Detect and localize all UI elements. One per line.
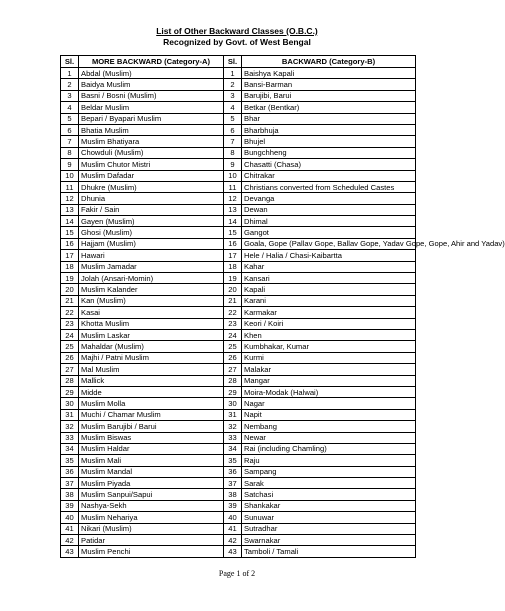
category-b-name: Hele / Halia / Chasi-Kaibartta: [242, 250, 416, 261]
category-a-name: Beldar Muslim: [79, 102, 224, 113]
category-b-name: Napit: [242, 409, 416, 420]
category-a-name: Muslim Jamadar: [79, 261, 224, 272]
row-number-a: 27: [61, 364, 79, 375]
row-number-a: 37: [61, 478, 79, 489]
category-a-name: Ghosi (Muslim): [79, 227, 224, 238]
row-number-b: 21: [224, 295, 242, 306]
table-row: [61, 455, 416, 466]
table-row: [61, 193, 416, 204]
row-number-b: 28: [224, 375, 242, 386]
category-a-name: Mahaldar (Muslim): [79, 341, 224, 352]
row-number-a: 39: [61, 500, 79, 511]
table-row: [61, 79, 416, 90]
category-a-name: Muslim Mali: [79, 455, 224, 466]
row-number-a: 24: [61, 329, 79, 340]
row-number-a: 6: [61, 124, 79, 135]
header-sl-b: Sl.: [224, 56, 242, 68]
table-row: [61, 216, 416, 227]
table-row: [61, 181, 416, 192]
category-b-name: Sunuwar: [242, 512, 416, 523]
row-number-a: 36: [61, 466, 79, 477]
category-b-name: Dhimal: [242, 216, 416, 227]
table-row: [61, 284, 416, 295]
row-number-b: 8: [224, 147, 242, 158]
category-b-name: Swarnakar: [242, 535, 416, 546]
row-number-b: 38: [224, 489, 242, 500]
category-b-name: Bansi-Barman: [242, 79, 416, 90]
category-a-name: Jolah (Ansari-Momin): [79, 273, 224, 284]
category-a-name: Hawari: [79, 250, 224, 261]
row-number-b: 5: [224, 113, 242, 124]
table-row: [61, 432, 416, 443]
row-number-b: 20: [224, 284, 242, 295]
category-a-name: Kasai: [79, 307, 224, 318]
row-number-b: 36: [224, 466, 242, 477]
row-number-a: 35: [61, 455, 79, 466]
category-a-name: Hajjam (Muslim): [79, 238, 224, 249]
category-b-name: Newar: [242, 432, 416, 443]
row-number-b: 43: [224, 546, 242, 557]
category-a-name: Gayen (Muslim): [79, 216, 224, 227]
row-number-a: 10: [61, 170, 79, 181]
row-number-a: 32: [61, 421, 79, 432]
category-b-name: Sutradhar: [242, 523, 416, 534]
category-b-name: Kahar: [242, 261, 416, 272]
category-a-name: Muchi / Chamar Muslim: [79, 409, 224, 420]
row-number-b: 37: [224, 478, 242, 489]
category-b-name: Raju: [242, 455, 416, 466]
table-row: [61, 364, 416, 375]
row-number-b: 14: [224, 216, 242, 227]
row-number-b: 6: [224, 124, 242, 135]
category-a-name: Chowduli (Muslim): [79, 147, 224, 158]
table-row: [61, 500, 416, 511]
category-a-name: Muslim Penchi: [79, 546, 224, 557]
category-a-name: Muslim Chutor Mistri: [79, 159, 224, 170]
row-number-a: 34: [61, 443, 79, 454]
category-b-name: Kumbhakar, Kumar: [242, 341, 416, 352]
category-a-name: Abdal (Muslim): [79, 68, 224, 79]
category-b-name: Devanga: [242, 193, 416, 204]
category-a-name: Muslim Piyada: [79, 478, 224, 489]
row-number-b: 30: [224, 398, 242, 409]
category-b-name: Baishya Kapali: [242, 68, 416, 79]
category-a-name: Muslim Molla: [79, 398, 224, 409]
category-a-name: Nikari (Muslim): [79, 523, 224, 534]
row-number-a: 7: [61, 136, 79, 147]
category-a-name: Bepari / Byapari Muslim: [79, 113, 224, 124]
table-row: [61, 478, 416, 489]
table-row: [61, 227, 416, 238]
category-a-name: Muslim Mandal: [79, 466, 224, 477]
row-number-b: 42: [224, 535, 242, 546]
row-number-b: 23: [224, 318, 242, 329]
category-a-name: Basni / Bosni (Muslim): [79, 90, 224, 101]
row-number-b: 15: [224, 227, 242, 238]
row-number-a: 17: [61, 250, 79, 261]
row-number-b: 9: [224, 159, 242, 170]
table-body: [61, 68, 505, 558]
category-a-name: Muslim Biswas: [79, 432, 224, 443]
table-row: [61, 318, 416, 329]
row-number-a: 2: [61, 79, 79, 90]
category-b-name: Chitrakar: [242, 170, 416, 181]
row-number-a: 21: [61, 295, 79, 306]
row-number-a: 22: [61, 307, 79, 318]
category-b-name: Karmakar: [242, 307, 416, 318]
category-a-name: Fakir / Sain: [79, 204, 224, 215]
row-number-b: 33: [224, 432, 242, 443]
row-number-a: 28: [61, 375, 79, 386]
row-number-b: 16: [224, 238, 242, 249]
table-row: [61, 523, 416, 534]
row-number-b: 34: [224, 443, 242, 454]
category-b-name: Bungchheng: [242, 147, 416, 158]
row-number-b: 29: [224, 386, 242, 397]
category-b-name: Goala, Gope (Pallav Gope, Ballav Gope, Yadav Gope, Gope, Ahir and Yadav): [242, 238, 416, 249]
category-b-name: Nagar: [242, 398, 416, 409]
row-number-a: 40: [61, 512, 79, 523]
row-number-b: 35: [224, 455, 242, 466]
row-number-a: 4: [61, 102, 79, 113]
category-a-name: Mallick: [79, 375, 224, 386]
row-number-b: 2: [224, 79, 242, 90]
table-row: [61, 443, 416, 454]
table-row: [61, 341, 416, 352]
row-number-b: 11: [224, 181, 242, 192]
row-number-b: 4: [224, 102, 242, 113]
table-row: [61, 113, 416, 124]
row-number-a: 11: [61, 181, 79, 192]
category-b-name: Betkar (Bentkar): [242, 102, 416, 113]
table-row: [61, 102, 416, 113]
category-a-name: Muslim Kalander: [79, 284, 224, 295]
table-row: [61, 352, 416, 363]
table-row: [61, 261, 416, 272]
category-b-name: Rai (including Chamling): [242, 443, 416, 454]
row-number-a: 25: [61, 341, 79, 352]
category-b-name: Tamboli / Tamali: [242, 546, 416, 557]
category-b-name: Shankakar: [242, 500, 416, 511]
table-row: [61, 136, 416, 147]
category-b-name: Malakar: [242, 364, 416, 375]
category-b-name: Bhujel: [242, 136, 416, 147]
document-subtitle: Recognized by Govt. of West Bengal: [163, 37, 311, 47]
row-number-b: 12: [224, 193, 242, 204]
category-a-name: Muslim Dafadar: [79, 170, 224, 181]
row-number-a: 30: [61, 398, 79, 409]
row-number-b: 18: [224, 261, 242, 272]
category-a-name: Dhukre (Muslim): [79, 181, 224, 192]
header-sl-a: Sl.: [61, 56, 79, 68]
row-number-a: 5: [61, 113, 79, 124]
category-b-name: Gangot: [242, 227, 416, 238]
category-a-name: Dhunia: [79, 193, 224, 204]
category-a-name: Nashya-Sekh: [79, 500, 224, 511]
row-number-a: 14: [61, 216, 79, 227]
category-b-name: Bhar: [242, 113, 416, 124]
table-row: [61, 147, 416, 158]
category-b-name: Sarak: [242, 478, 416, 489]
row-number-b: 27: [224, 364, 242, 375]
category-b-name: Kurmi: [242, 352, 416, 363]
row-number-a: 38: [61, 489, 79, 500]
table-row: [61, 535, 416, 546]
category-a-name: Muslim Haldar: [79, 443, 224, 454]
category-b-name: Mangar: [242, 375, 416, 386]
table-row: [61, 159, 416, 170]
row-number-b: 24: [224, 329, 242, 340]
category-a-name: Muslim Bhatiyara: [79, 136, 224, 147]
category-a-name: Muslim Barujibi / Barui: [79, 421, 224, 432]
header-category-b: BACKWARD (Category-B): [242, 56, 416, 68]
row-number-b: 40: [224, 512, 242, 523]
row-number-a: 41: [61, 523, 79, 534]
table-row: [61, 250, 416, 261]
row-number-a: 33: [61, 432, 79, 443]
category-b-name: Sampang: [242, 466, 416, 477]
category-a-name: Kan (Muslim): [79, 295, 224, 306]
row-number-a: 15: [61, 227, 79, 238]
table-row: [61, 90, 416, 101]
table-row: [61, 489, 416, 500]
page-footer: Page 1 of 2: [218, 569, 256, 578]
category-b-name: Karani: [242, 295, 416, 306]
category-b-name: Chasatti (Chasa): [242, 159, 416, 170]
table-row: [61, 307, 416, 318]
category-b-name: Bharbhuja: [242, 124, 416, 135]
category-a-name: Muslim Sanpui/Sapui: [79, 489, 224, 500]
category-b-name: Christians converted from Scheduled Castes: [242, 181, 416, 192]
category-a-name: Khotta Muslim: [79, 318, 224, 329]
row-number-a: 31: [61, 409, 79, 420]
row-number-b: 17: [224, 250, 242, 261]
category-a-name: Muslim Laskar: [79, 329, 224, 340]
table-row: [61, 421, 416, 432]
table-header-row: [61, 56, 416, 68]
table-row: [61, 124, 416, 135]
table-row: [61, 204, 416, 215]
category-b-name: Kansari: [242, 273, 416, 284]
category-a-name: Bhatia Muslim: [79, 124, 224, 135]
row-number-b: 10: [224, 170, 242, 181]
category-a-name: Patidar: [79, 535, 224, 546]
table-row: [61, 398, 416, 409]
table-row: [61, 329, 416, 340]
table-row: [61, 466, 416, 477]
obc-table: [60, 55, 505, 558]
row-number-a: 18: [61, 261, 79, 272]
table-row: [61, 68, 416, 79]
row-number-b: 26: [224, 352, 242, 363]
row-number-a: 19: [61, 273, 79, 284]
table-row: [61, 273, 416, 284]
row-number-a: 9: [61, 159, 79, 170]
category-a-name: Midde: [79, 386, 224, 397]
table-row: [61, 375, 416, 386]
row-number-b: 25: [224, 341, 242, 352]
category-a-name: Mal Muslim: [79, 364, 224, 375]
row-number-a: 16: [61, 238, 79, 249]
row-number-b: 22: [224, 307, 242, 318]
header-category-a: MORE BACKWARD (Category-A): [79, 56, 224, 68]
category-b-name: Nembang: [242, 421, 416, 432]
table-row: [61, 170, 416, 181]
table-row: [61, 409, 416, 420]
category-b-name: Dewan: [242, 204, 416, 215]
table-row: [61, 546, 416, 557]
row-number-b: 32: [224, 421, 242, 432]
table-row: [61, 295, 416, 306]
row-number-b: 41: [224, 523, 242, 534]
row-number-b: 7: [224, 136, 242, 147]
row-number-a: 12: [61, 193, 79, 204]
row-number-b: 31: [224, 409, 242, 420]
row-number-b: 39: [224, 500, 242, 511]
table-row: [61, 238, 416, 249]
row-number-b: 19: [224, 273, 242, 284]
category-a-name: Majhi / Patni Muslim: [79, 352, 224, 363]
category-b-name: Moira-Modak (Halwai): [242, 386, 416, 397]
row-number-a: 23: [61, 318, 79, 329]
category-a-name: Muslim Nehariya: [79, 512, 224, 523]
row-number-a: 13: [61, 204, 79, 215]
category-a-name: Baidya Muslim: [79, 79, 224, 90]
category-b-name: Satchasi: [242, 489, 416, 500]
row-number-a: 3: [61, 90, 79, 101]
row-number-a: 20: [61, 284, 79, 295]
category-b-name: Keori / Koiri: [242, 318, 416, 329]
category-b-name: Barujibi, Barui: [242, 90, 416, 101]
row-number-b: 1: [224, 68, 242, 79]
category-b-name: Khen: [242, 329, 416, 340]
table-row: [61, 512, 416, 523]
row-number-a: 29: [61, 386, 79, 397]
category-b-name: Kapali: [242, 284, 416, 295]
row-number-b: 13: [224, 204, 242, 215]
row-number-a: 1: [61, 68, 79, 79]
row-number-b: 3: [224, 90, 242, 101]
table-row: [61, 386, 416, 397]
row-number-a: 42: [61, 535, 79, 546]
row-number-a: 8: [61, 147, 79, 158]
row-number-a: 26: [61, 352, 79, 363]
row-number-a: 43: [61, 546, 79, 557]
document-title: List of Other Backward Classes (O.B.C.): [156, 26, 318, 36]
